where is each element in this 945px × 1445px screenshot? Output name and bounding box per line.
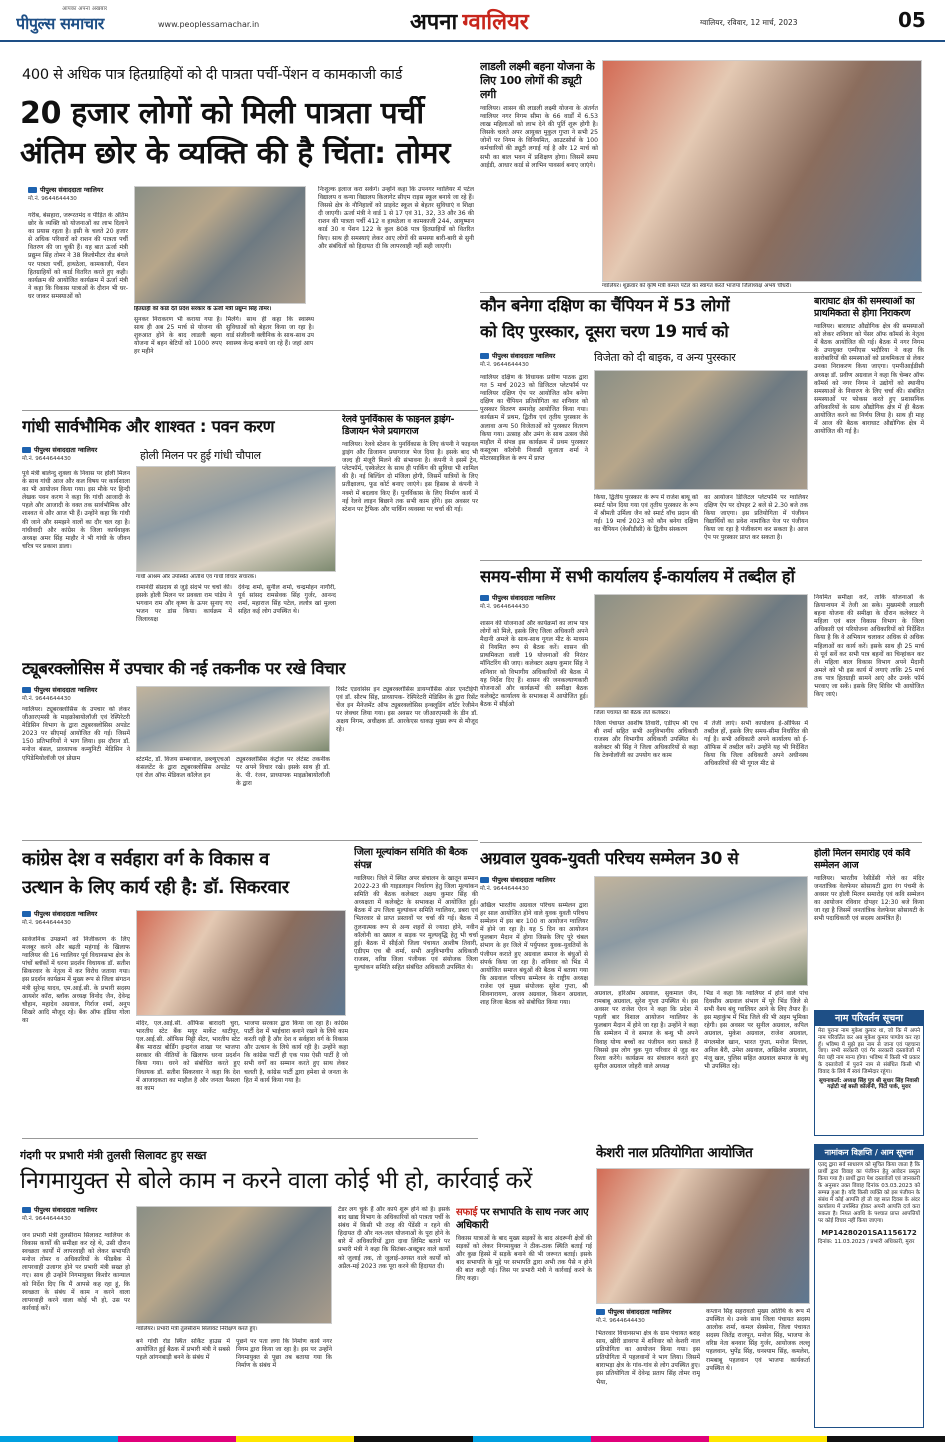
tulsi-photo [136, 1206, 332, 1324]
champion-headline-1: कौन बनेगा दक्षिण का चैंपियन में 53 लोगों [480, 296, 730, 315]
byline-city: ग्वालियर [535, 876, 556, 884]
mobile: मो.नं. 9644644430 [22, 456, 71, 462]
lead-headline-2: अंतिम छोर के व्यक्ति की है चिंता: तोमर [20, 136, 451, 171]
mobile: मो.नं. 9644644430 [22, 1216, 71, 1222]
tb-byline-block [22, 686, 132, 703]
gandhi-subhead: होली मिलन पर हुई गांधी चौपाल [140, 449, 261, 462]
notice-marriage-code: MP14280201SA1156172 [821, 1229, 917, 1237]
ladli-headline: लाडली लक्ष्मी बहना योजना के लिए 100 लोगों की ड्यूटी लगी [480, 60, 595, 101]
tulsi-col2: बने गांधी रोड स्थित सर्किट हाउस में आयोजित हुई बैठक में प्रभारी मंत्री ने सबसे पहले आंगनबाड़ी बनने के संबंध में [136, 1338, 230, 1362]
lead-col4: निःशुल्क इलाज करा सकेंगे। उन्होंने कहा कि उपनगर ग्वालियर में पटेल विद्यालय व कन्या विद्यालय किलागेट सीएम राइस स्कूल बनाये जा रहे हैं। जिससे क्षेत्र के नौनिहालों को प्राइवेट स्कूल से बेहतर सुविधाएं व शिक्षा दी जाएगी। ऊर्जा मंत्री ने वार्ड 1 से 17 एवं 31, 32, 33 और 36 की राशन की पात्रता पर्ची 412 व हाथठेला व कामकाजी 244, आयुष्मान कार्ड 30 व पेंशन 122 के कुल 808 पात्र हितग्राहियों को वितरित किए। साथ ही समस्याएं लेकर आए लोगों की समस्या बारी-बारी से सुनी और संबंधितों को हिदायत दी कि लापरवाही नहीं सही जाएगी। [318, 186, 474, 250]
congress-col1: सार्वजनिक उपक्रमों को निजीकरण के लिए मजबूर करने और बढ़ती महंगाई के खिलाफ ग्वालियर की 16 ग्वालियर पूर्व विधानसभा क्षेत्र के पांचों ब्लॉकों में धरना प्रदर्शन विधायक डॉ. सतीश सिकरवार के नेतृत्व में कर विरोध जताया गया। इस प्रदर्शन कार्यक्रम में मुख्य रूप से जिला संगठन मंत्री सुरेन्द्र यादव, एम.आई.सी. के प्रभारी सदस्य आयशेर कॉरा, ब्लॉक अध्यक्ष विनोद जैन, देवेन्द्र चौहान, महादेव अग्रवाल, गिर्राज शर्मा, अनूप शिखरे आदि मौजूद रहे। बैंक ऑफ इंडिया गोला का [22, 936, 130, 1024]
notice-name-change [814, 1010, 924, 1136]
byline-icon [28, 187, 37, 193]
holi-body: ग्वालियर। भारतीय रेसीडेंसी गोले का मंदिर जनतांत्रिक वेलफेयर सोसायटी द्वारा रंग पंचमी के अवसर पर होली मिलन समारोह एवं कवि सम्मेलन का आयोजन रविवार दोपहर 12:30 बजे किया जा रहा है जिसमें जनतांत्रिक वेलफेयर सोसायटी के सभी पदाधिकारी एवं सदस्य आमंत्रित हैं। [814, 875, 924, 923]
champion-col3: का आयोजन डिजिटल प्लेटफॉर्म पर ग्वालियर दक्षिण ऐप पर दोपहर 2 बजे से 2.30 बजे तक किया जाएगा। इस प्रतियोगिता में पंजीयन विद्यार्थियों का प्रवेश नामांकित पेज पर पंजीयन किया जा रहा है पंजीकरण कर सकता है। आज ऐप पर पुरस्कार प्राप्त कर सकता है। [704, 494, 808, 542]
congress-col2: मंदिर, एल.आई.सी. ऑफिस बारादरी चुरा, भारतीय स्टेट बैंक मयूर मार्केट थाटीपुर, एल.आई.सी. ऑफिस मिट्टी सेंटर, भारतीय स्टेट बैंक माराठा बोर्डिंग इन्द्रगंज शाखा पर भाजपा सरकार की नीतियों के खिलाफ धरना प्रदर्शन किया गया। धरने को संबोधित करते हुए विधायक डॉ. सतीश सिकरवार ने कहा कि देश में आजादकता का माहौल है और जनता फैसला का काम [136, 1020, 240, 1092]
ladli-photo-caption: ग्वालियर। शुक्रवार को कृषि मंत्री कमल पटेल का स्वागत करते भाजपा जिलाध्यक्ष अभय चौधरी। [602, 283, 792, 289]
notice-name-change-footer: सूचनाकर्ता: अध्यक्ष सिंह पुत्र श्री सुधार सिंह निवासी गढ़ोटी नई बस्ती कॉलोनी, पिंटो पार्क, मुरार [819, 1077, 919, 1091]
byline: पीपुल्स संवाददाता [492, 876, 534, 884]
mobile: मो.नं. 9644644430 [596, 1318, 645, 1324]
rafai-headline: पर सभापति के साथ नजर आए अधिकारी [456, 1207, 589, 1231]
byline-icon [22, 687, 31, 693]
baraghat-body: ग्वालियर। बाराघाट औद्योगिक क्षेत्र की समस्याओं को लेकर शनिवार को पेंसर ऑफ कॉमर्स के नेतृत्व में बैठक आयोजित की गई। बैठक में नगर निगम के उपायुक्त एम्पीएस भदौरिया ने कहा कि कारोबारियों की समस्याओं को प्राथमिकता से लेकर उनका निराकरण किया जाएगा। एमपीआईडीसी अध्यक्ष डॉ. प्रवीण अग्रवाल ने कहा कि चेम्बर ऑफ कॉमर्स को नगर निगम ने उद्योगों को स्थानीय समस्याओं के निवारण के लिए चर्चा की। संबंधित समस्याओं पर फोकस करते हुए प्रशासनिक अधिकारियों के साथ औद्योगिक क्षेत्र में ही बैठक आयोजित करने का निर्णय लिया है। साथ ही माह में आज की बैठक बाराघाट औद्योगिक क्षेत्र में आयोजित की गई है। [814, 323, 924, 436]
byline-city: ग्वालियर [83, 186, 104, 194]
rafai-box [456, 1206, 592, 1428]
tb-col2: स्टेटमेंट, डॉ. विजय सम्बरवाल, डब्ल्यूएचओ कंसलटेंट के द्वारा ट्यूबरक्लोसिस अपडेट एवं रोल ऑफ मेडिकल कॉलेज इन [136, 756, 230, 780]
lead-headline-1: 20 हजार लोगों को मिली पात्रता पर्ची [20, 96, 424, 131]
agrawal-col3: भिंड ने कहा कि ग्वालियर में होने वाले पांच दिवसीय अग्रवाल संभाग में पूरे भिंड जिले से सभी वैश्य बंधु ग्वालियर आने के लिए तैयार हैं। इस महाकुंभ में भिंड जिले की भी अहम भूमिका रहेगी। इस अवसर पर सुनील अग्रवाल, कपिल अग्रवाल, मुकेश अग्रवाल, राजेश अग्रवाल, मंगलमोल खान, भारत गुप्ता, मनोज मित्तल, अनिल बैरी, उमेश अग्रवाल, अखिलेश अग्रवाल, मंजू खल, पुलिस सहित अग्रवाल समाज के बंधु भी उपस्थित रहे। [704, 990, 808, 1070]
notice-marriage-footer: दिनांक: 11.03.2023 / प्रभारी अधिकारी, मुरार [818, 1239, 915, 1246]
byline-city: ग्वालियर [77, 1206, 98, 1214]
tulsi-headline: निगमायुक्त से बोले काम न करने वाला कोई भी हो, कार्रवाई करें [20, 1168, 533, 1194]
agrawal-headline: अग्रवाल युवक-युवती परिचय सम्मेलन 30 से [480, 849, 739, 868]
tulsi-photo-caption: ग्वालियर। प्रभारी मंत्री तुलसीराम सिलावट निरीक्षण करते हुए। [136, 1326, 258, 1332]
byline: पीपुल्स संवाददाता [34, 446, 76, 454]
mobile: मो.नं. 9644644430 [22, 696, 71, 702]
byline: पीपुल्स संवाददाता [492, 352, 534, 360]
lead-byline-block [28, 186, 128, 203]
agrawal-col1: अखिल भारतीय अग्रवाल परिचय सम्मेलन द्वारा हर साल आयोजित होने वाले युवक युवती परिचय सम्मेलन में इस बार 100 वा आयोजन ग्वालियर में होने जा रहा है। यह 5 दिन का आयोजन फूलबाग मैदान में होगा जिसके लिए पूरे चंबल संभाग के हर जिले में पर्युपकर युवक-युवतियों के पंजीयन कराते हुए अग्रवाल समाज के बंधुओं से संपर्क किया जा रहा है। शनिवार को भिंड में आयोजित समाज बंधुओं की बैठक में बताया गया कि अग्रवाल परिचय सम्मेलन के राष्ट्रीय अध्यक्ष राजेश एवं मुख्य संयोजक सुरेश गुप्ता, श्री शिवनारायण, अजय अग्रवाल, किशन अग्रवाल, शाह लिजा बैठक को संबोधित किया गया। [480, 902, 588, 1007]
byline: पीपुल्स संवाददाता [492, 594, 534, 602]
page-number: 05 [898, 8, 926, 32]
champion-col1: ग्वालियर दक्षिण के विधायक प्रवीण पाठक द्वारा गत 5 मार्च 2023 को डिजिटल प्लेटफॉर्म पर ग्वालियर दक्षिण ऐप पर आयोजित कौन बनेगा दक्षिण का चैंपियन प्रतियोगिता का शनिवार को पुरस्कार वितरण समारोह आयोजित किया गया। कार्यक्रम में प्रथम, द्वितीय एवं तृतीय पुरस्कार के अलावा अन्य 50 विजेताओं को पुरस्कार वितरण किया गया। उत्साह और उमंग के साथ उत्सव जैसे माहौल में संपन्न इस कार्यक्रम में प्रथम पुरस्कार कस्तूरबा कॉलोनी निवासी सुजाता शर्मा ने मोटरसाइकिल के रूप में प्राप्त [480, 374, 588, 462]
notice-marriage [814, 1144, 924, 1428]
ladli-photo [602, 60, 922, 282]
agrawal-photo [594, 876, 808, 986]
paper-name: पीपुल्स समाचार [16, 14, 104, 33]
tb-headline: ट्यूबरक्लोसिस में उपचार की नई तकनीक पर रखे विचार [22, 659, 346, 678]
tulsi-col3: पूछने पर पता लगा कि निर्माण कार्य नगर निगम द्वारा किया जा रहा है। इस पर उन्होंने निगमायुक्त से पूछा तब बताया गया कि निर्माण के संबंध में [236, 1338, 332, 1370]
eoffice-col2: जिला पंचायत आशीष तिवारी, एडीएम श्री एच बी शर्मा सहित सभी अनुविभागीय अधिकारी राजस्व और विभागीय अधिकारी उपस्थित थे। कलेक्टर श्री सिंह ने जिला अधिकारियों से कहा कि टेक्नोलॉजी का उपयोग कर काम [594, 720, 698, 760]
byline: पीपुल्स संवाददाता [608, 1308, 650, 1316]
congress-photo [136, 910, 346, 1016]
gandhi-col1: पूर्व मंत्री बालेन्दु शुक्ला के निवास पर होली मिलन के साथ गांधी आज और कल विषय पर कार्यशाला का भी आयोजन किया गया। इस मौके पर हिन्दी लेखक पवन करण ने कहा कि गांधी आजादी के पहले और आजादी के वक्त तक सार्वभौमिक और शाश्वत थे और आज भी हैं। उन्होंने कहा कि गांधी की जाने और समझने वालों का दौर चल रहा है। गांधीवादी और कांग्रेस के जिला कार्यवाहक अध्यक्ष अमर सिंह माहौर ने भी गांधी के जीवन चरित्र पर प्रकाश डाला। [22, 470, 130, 550]
mobile: मो.नं. 9644644430 [22, 920, 71, 926]
congress-byline-block [22, 910, 132, 927]
lead-col3: मिलेंगे। साथ ही कहा कि स्वास्थ्य सुविधाओं को बेहतर किया जा रहा है। वार्ड संजीवनी क्लीनिक के साथ-साथ उप स्वास्थ्य केन्द्र बनाये जा रहे हैं। जहां आप [226, 316, 314, 348]
byline: पीपुल्स संवाददाता [34, 1206, 76, 1214]
tulsi-kicker: गंदगी पर प्रभारी मंत्री तुलसी सिलावट हुए सख्त [20, 1149, 207, 1162]
congress-headline-1: कांग्रेस देश व सर्वहारा वर्ग के विकास व [22, 849, 269, 870]
byline-icon [480, 353, 489, 359]
lead-col2: सुनकर निराकरण भी कराया गया है। साथ ही अब 25 मार्च से योजना की शुरुआत होने के बाद लाडली बहना योजना में बहन बेटियों को 1000 रुपए हर महीने [134, 316, 222, 356]
byline-city: ग्वालियर [535, 594, 556, 602]
kesari-col2: कप्तान सिंह सहरावतो मुख्य अतिथि के रूप में उपस्थित थे। उनके साथ जिला पंचायत सदस्य आलोक शर्मा, कमल सेक्सेना, जिला पंचायत सदस्य जितेंद्र राजपूत, मनोज सिंह, भाजपा के वरिष्ठ नेता बनवार सिंह गुर्जर, आयोजक लल्लू पहलवान, भुपेंद्र सिंह, घनश्याम सिंह, कमलेश, रामबाबू पहलवान एवं भाजपा कार्यकर्ता उपस्थित थे। [706, 1308, 810, 1372]
agrawal-byline-block [480, 876, 590, 893]
byline-icon [22, 447, 31, 453]
tb-col3: ट्यूबरक्लोसिस कंट्रोल पर लेटेस्ट तकनीक पर अपने विचार रखे। इसके साथ ही डॉ. के. पी. रंजन, प्राध्यापक माइक्रोबायोलॉजी के द्वारा [236, 756, 330, 788]
section-title-prefix: अपना [410, 10, 458, 35]
byline-city: ग्वालियर [77, 686, 98, 694]
color-registration-bar [0, 1436, 945, 1442]
lead-photo-caption: हितग्राही को कार्ड देते प्रदेश सरकार के ऊर्जा मंत्री प्रद्युम्न सिंह तोमर। [134, 306, 272, 312]
zila-body: ग्वालियर। जिले में स्थित अपर संचालन के खातून सम्मान 2022-23 की गाइडलाइन निर्धारण हेतु जिला मूल्यांकन समिति की बैठक कलेक्टर अक्षय कुमार सिंह की अध्यक्षता में कलेक्ट्रेट के सभाकक्ष में आयोजित हुई। बैठक में उप जिला मूल्यांकन समिति ग्वालियर, डबरा एवं भितरवार से प्राप्त प्रस्तावों पर चर्चा की गई। बैठक में तुलनात्मक रूप से अन्य शहरों से ज्यादा होने, नवीन कॉलोनी का ख्याल व सड़क पर मूल्यवृद्धि हेतु भी चर्चा हुई। बैठक में सीईओ जिला पंचायत आशीष तिवारी, एडीएम एच बी शर्मा, सभी अनुविभागीय अधिकारी राजस्व, वरिष्ठ जिला पंजीयक एवं संयोजक जिला मूल्यांकन समिति सहित संबंधित अधिकारी उपस्थित थे। [354, 875, 478, 972]
mobile: मो.नं. 9644644430 [28, 196, 77, 202]
divider [22, 410, 478, 411]
tb-photo [136, 686, 330, 752]
eoffice-byline-block [480, 594, 590, 611]
byline-icon [22, 1207, 31, 1213]
kesari-col1: भितरवार विधानसभा क्षेत्र के ग्राम पंचायत बराह साय, खीरी डावरपा में शनिवार को केशरी नाल प्रतियोगिता का आयोजन किया गया। इस प्रतियोगिता में पहलवानों ने भाग लिया। जिसमें बाराभड़ा क्षेत्र के गांव-गांव से लोग उपस्थित हुए। इस प्रतियोगिता में देवेन्द्र प्रताप सिंह तोमर रामू भैया, [596, 1330, 700, 1386]
ladli-body: ग्वालियर। शासन की लाडली लक्ष्मी योजना के अंतर्गत ग्वालियर नगर निगम सीमा के 66 वार्डों में 6.53 लाख महिलाओं को लाभ देने की पूर्ति शुरू होगी है। जिसके चलते अपर आयुक्त मुकुल गुप्ता ने सभी 25 जोनों पर निगम के विनियमित, आउटसोर्स के 100 कर्मचारियों की ड्यूटी लगाई गई है और 12 मार्च को सभी का बाल भवन में प्रशिक्षण होगा। जिसमें समग्र आईडी, आधार कार्ड से लाभिन पावसर्व बनाए जाएंगे। [480, 105, 598, 169]
tb-col1: ग्वालियर। ट्यूबरक्लोसिस के उपचार को लेकर जीआरएमसी के माइक्रोबायोलॉजी एवं रेस्पिरेटरी मेडिसिन विभाग के द्वारा ट्यूबरक्लोसिस अपडेट 2023 पर सीएमई आयोजित की गई। जिसमें 150 प्रतिभागियों ने भाग लिया। इस दौरान डॉ. मनोज बंसल, प्राध्यापक कम्युनिटी मेडिसिन ने एपिडेमियोलॉजी एवं प्रोग्राम [22, 706, 130, 762]
eoffice-headline: समय-सीमा में सभी कार्यालय ई-कार्यालय में तब्दील हों [480, 567, 795, 586]
eoffice-photo [594, 594, 808, 708]
holi-box [814, 848, 924, 1000]
gandhi-photo-caption: गांधी आश्रम और उपस्थित अतिथि एवं गांधी विचार संचारक। [136, 574, 257, 580]
byline: पीपुल्स संवाददाता [34, 910, 76, 918]
gandhi-col3: देवेन्द्र शर्मा, सुनील शर्मा, चन्द्रमोहन नागौरी, पूर्व सांसद रामसेवक सिंह गुर्जर, आनन्द शर्मा, महाराज सिंह पटेल, ललोत्र खां मुल्ला सहित कई लोग उपस्थित थे। [238, 584, 336, 616]
baraghat-headline: बाराघाट क्षेत्र की समस्याओं का प्राथमिकता से होगा निराकरण [814, 296, 915, 319]
notice-marriage-body: एतद् द्वारा सर्व साधारण को सूचित किया जाता है कि प्रार्थी द्वारा विवाह का पंजीयन हेतु आवेदन प्रस्तुत किया गया है। प्रार्थी द्वारा पेश दस्तावेजों एवं जानकारी के अनुसार उक्त विवाह दिनांक 03.03.2023 को सम्पन्न हुआ है। यदि किसी व्यक्ति को इस पंजीयन के संबंध में कोई आपत्ति हो तो वह सात दिवस के अंदर कार्यालय में उपस्थित होकर अपनी आपत्ति दर्ज करा सकता है। नियत अवधि के पश्चात प्राप्त आपत्तियों पर कोई विचार नहीं किया जाएगा। [818, 1162, 920, 1224]
divider [22, 1138, 478, 1139]
byline-city: ग्वालियर [535, 352, 556, 360]
byline: पीपुल्स संवाददाता [34, 686, 76, 694]
byline-icon [480, 877, 489, 883]
champion-col2: किया, द्वितीय पुरस्कार के रूप में राजेश बाथू को स्मार्ट फोन दिया गया एवं तृतीय पुरस्कार के रूप में श्रीमती उर्मिला जैन को स्मार्ट वॉच प्रदान की गई। 19 मार्च 2023 को कौन बनेगा दक्षिण का चैंपियन (केबीडीसी) के द्वितीय संस्करण [594, 494, 698, 534]
champion-byline-block [480, 352, 590, 369]
lead-col1: गरीब, बेसहारा, जरूरतमंद व पीड़ित के अंतिम छोर के व्यक्ति को योजनाओं का लाभ दिलाने का प्रयास रहता है। इसी के चलते 20 हजार से अधिक परिवारों को राशन की पात्रता पर्ची वितरण की जा चुकी हैं। यह बात ऊर्जा मंत्री प्रद्युम्न सिंह तोमर ने 38 किलोमीटर रोड बंगले पर पात्रता पर्ची, हाथठेला, कामकाजी, पेंशन हितग्राहियों को कार्ड वितरित करते हुए कही। कार्यक्रम की आयोजित कार्यक्रम में ऊर्जा मंत्री ने कहा कि विकास यात्राओं के दौरान भी घर-घर जाकर समस्याओं को [28, 212, 128, 300]
website[interactable]: www.peoplessamachar.in [158, 20, 260, 29]
notice-name-change-title: नाम परिवर्तन सूचना [815, 1011, 923, 1026]
zila-box [354, 846, 478, 1134]
railway-box [342, 414, 478, 650]
byline-icon [22, 911, 31, 917]
kesari-headline: केशरी नाल प्रतियोगिता आयोजित [596, 1145, 753, 1161]
divider [480, 292, 922, 293]
byline: पीपुल्स संवाददाता [40, 186, 82, 194]
railway-headline: रेलवे पुनर्विकास के फाइनल ड्राइंग-डिजायन भेजे प्रयागराज [342, 414, 455, 437]
tulsi-kicker-band [20, 1144, 580, 1164]
eoffice-col3: में तेजी लाएं। सभी कार्यालय ई-ऑफिस में तब्दील हों, इसके लिए समय-सीमा निर्धारित की गई है। सभी अधिकारी अपने कार्यालय को ई-ऑफिस में तब्दील करें। उन्होंने यह भी निर्देशित किया कि जिला अधिकारी अपने अधीनस्थ अधिकारियों की भी गूगल मीट से [704, 720, 808, 768]
congress-col3: भाजपा सरकार द्वारा किया जा रहा है। कांग्रेस पार्टी देश में भाईचारा बनाने रखने के लिये काम करती रही है और देश व सर्वहारा वर्ग के विकास और उत्थान के लिये कार्य रही है। उन्होंने कहा कि कांग्रेस पार्टी ही एक पास ऐसी पार्टी है जो सभी वर्गों का सम्मान करते हुए साथ लेकर चलती है, कांग्रेस पार्टी द्वारा हमेशा से जनता के हित में कार्य किया गया है। [244, 1020, 348, 1084]
gandhi-byline-block [22, 446, 132, 463]
tulsi-col4: टेंडर लग चुके हैं और कार्य शुरू होने को है। इसके बाद खाद्य विभाग के अधिकारियों को पात्रता पर्ची के संबंध में किसी भी तरह की पेंडेंसी न रहने की हिदायत दी और नल-जल योजनाओं के पूरा होने के बारे में अधिकारियों द्वारा दावा लिमिट बताने पर प्रभारी मंत्री ने कहा कि सितंबर-अक्टूबर वाले कार्यों को जुलाई तक, तो जुलाई-अगस्त वाले कार्यों को अप्रैल-मई 2023 तक पूरा करने की हिदायत दी। [338, 1206, 450, 1270]
byline-city: ग्वालियर [77, 446, 98, 454]
eoffice-photo-caption: जिला पंचायत की बैठक लेते कलेक्टर। [594, 710, 671, 716]
divider [480, 842, 922, 843]
holi-headline: होली मिलन समारोह एवं कवि सम्मेलन आज [814, 848, 910, 871]
agrawal-col2: अग्रवाल, हरिओम अग्रवाल, सुकमाल जैन, रामबाबू अग्रवाल, सुरेश गुप्ता उपस्थित थे। इस अवसर पर राजेश ऐरन ने कहा कि प्रदेश में पहली बार विशाल आयोजन ग्वालियर के फूलबाग मैदान में होने जा रहा है। उन्होंने ने कहा कि सम्मेलन में वे समाज के बन्धु भी अपने विवाह योग्य बच्चों का पंजीयन करा सकते हैं जिससे इस लोग चुक पूरा परिवार से जुड़ कर रिश्ता करेंगे। कार्यक्रम का संचालन करते हुए सुनील अग्रवाल जोहरी वाले अध्यक्ष [594, 990, 698, 1070]
divider [480, 560, 922, 561]
kesari-photo [596, 1168, 810, 1304]
lead-kicker: 400 से अधिक पात्र हितग्राहियों को दी पात्रता पर्ची-पेंशन व कामकाजी कार्ड [22, 67, 403, 83]
notice-marriage-title: नामांकन विज्ञप्ति / आम सूचना [815, 1145, 923, 1160]
rafai-kicker: सफाई [456, 1207, 478, 1218]
lead-photo [134, 186, 306, 304]
byline-city: ग्वालियर [651, 1308, 672, 1316]
champion-headline-2: को दिए पुरस्कार, दूसरा चरण 19 मार्च को [480, 322, 729, 341]
gandhi-col2: रामानंदी संप्रदाय से जुड़े संदर्भ पर चर्चा की। इसके होली मिलन पर प्रवक्ता राम पांडेय ने भगवान राम और कृष्ण के ऊपर सुनाए गए भजन पर डांस किया। कार्यक्रम में जिलाध्यक्ष [136, 584, 232, 624]
mobile: मो.नं. 9644644430 [480, 604, 529, 610]
baraghat-box [814, 296, 924, 558]
champion-photo [594, 370, 808, 490]
section-title [410, 6, 590, 38]
eoffice-col4: नियमित समीक्षा करें, ताकि योजनाओं के क्रियान्वयन में तेजी आ सके। मुख्यमंत्री लाडली बहना योजना की समीक्षा के दौरान कलेक्टर ने महिला एवं बाल विकास विभाग के जिला अधिकारी एवं परियोजना अधिकारियों को निर्देशित किया है कि वे अभियान चलाकर अधिक से अधिक महिलाओं का कार्य करें। इसके साथ ही 25 मार्च से पूर्व सर्वे कर सभी पात्र बहनों का चिन्हांकन कर लें। महिला बाल विकास विभाग अपने मैदानी अमले को भी इस कार्य में लगाएं ताकि 25 मार्च तक पात्र हितग्राही सामने आएं और उनके फॉर्म भरवाए जा सकें। इसके लिए शिविर भी आयोजित किए जाएं। [814, 594, 924, 699]
zila-headline: जिला मूल्यांकन समिति की बैठक संपन्न [354, 847, 468, 871]
mobile: मो.नं. 9644644430 [480, 886, 529, 892]
tulsi-col1: जन प्रभारी मंत्री तुलसीराम सिलावट ग्वालियर के विकास कार्यों की समीक्षा कर रहे थे, उसी दौरान स्वच्छता कार्यों में लापरवाही को लेकर सभापति मनोज तोमर व अधिकारियों के फीडबैक में लापरवाही उजागर होने पर प्रभारी मंत्री सख्त हो गए। साथ ही उन्होंने निगमायुक्त किशोर कान्याल को निर्देश दिए कि मैं आपसे कह रहा हूं, कि स्वच्छता के संबंध में काम न करने वाला लापरवाही करने वाला कोई भी हो, उस पर कार्रवाई करें। [22, 1232, 130, 1312]
divider [22, 840, 478, 841]
congress-headline-2: उत्थान के लिए कार्य रही है: डॉ. सिकरवार [22, 877, 289, 898]
tb-col4: रिसेंट एडवांसेस इन ट्यूबरक्लोसिस डायग्नोसिस अंडर एनटीईपी एवं डॉ. सौरभ सिंह, प्राध्यापक- रेस्पिरेटरी मेडिसिन के द्वारा रिसेंट चेंज इन मैनेजमेंट ऑफ ट्यूबरक्लोसिस इन्क्लूडिंग शॉर्टर रेजीमेन पर लेक्चर लिया गया। इस अवसर पर जीआरएमसी के डीन डॉ. अक्षय निगम, अधीक्षक डॉ. आरकेएस धाकड़ मुख्य रूप से मौजूद रहे। [336, 686, 478, 734]
railway-body: ग्वालियर। रेलवे स्टेशन के पुनर्विकास के लिए कंपनी ने फाइनल ड्राइंग और डिजायन प्रयागराज भेज दिया है। इसके बाद भी जल्द ही मंजूरी मिलने की संभावना है। कंपनी ने इसमें ट्रेन, प्लेटफॉर्म, एस्केलेटर के साथ ही पार्किंग की सुविधा भी शामिल की है। नई बिल्डिंग दो मंजिला होगी, जिसमें यात्रियों के लिए प्रतीक्षालय, फूड कोर्ट बनाए जाएंगे। इस हिसाब से कंपनी ने नक्शे में बदलाव किए हैं। पुनर्विकास के लिए निर्माण कार्य में नई रेलवे लाइन बिछाने तक सभी काम होंगे। इस अवसर पर स्टेशन पर ट्रैफिक और पार्किंग व्यवस्था पर चर्चा की गई। [342, 441, 478, 513]
champion-subhead: विजेता को दी बाइक, व अन्य पुरस्कार [594, 351, 736, 364]
section-title-main: ग्वालियर [462, 10, 529, 35]
byline-icon [596, 1309, 605, 1315]
masthead [0, 0, 945, 42]
tulsi-byline-block [22, 1206, 132, 1223]
eoffice-col1: शासन की योजनाओं और कार्यक्रमों का लाभ पात्र लोगों को मिले, इसके लिए जिला अधिकारी अपने मैदानी अमले के साथ-साथ गूगल मीट के माध्यम से नियमित रूप से बैठक करें। शासन की प्राथमिकता वाली 19 योजनाओं की निरंतर मॉनिटरिंग की जाए। कलेक्टर अक्षय कुमार सिंह ने शनिवार को विभागीय अधिकारियों की बैठक में यह निर्देश दिए हैं। शासन की जनकल्याणकारी योजनाओं और कार्यक्रमों की समीक्षा बैठक कलेक्ट्रेट कार्यालय के सभाकक्ष में आयोजित हुई। बैठक में सीईओ [480, 620, 588, 708]
rafai-body: विकास यात्राओं के बाद मुख्य सड़कों के बाद अंदरूनी क्षेत्रों की सड़कों को लेकर निगमायुक्त ने ठीक-ठाक स्थिति बताई गई और कुछ हिस्से में सड़कें बनाने की भी जरूरत बताई। इसके बाद सभापति के मुद्दे पर सभापति द्वारा अभी तक पैसे न होने की बात कही गई। जिस पर प्रभारी मंत्री ने कार्रवाई करने के लिए कहा। [456, 1235, 592, 1283]
paper-tagline: आपका अपना अखबार [62, 6, 108, 12]
notice-name-change-body: मेरा पुराना नाम मुकेश कुमार था, जो कि में अपने नाम परिवर्तित कर अब मुकेश कुमार पाण्डेय कर रहा हूँ। भविष्य में मुझे इस नाम से जाना एवं पहचाना जाए। सभी सरकारी एवं गैर सरकारी दस्तावेजों में मेरा यही नाम मान्य होगा। भविष्य में किसी भी प्रकार के दस्तावेजों में पुराने नाम से संबंधित किसी भी विवाद के लिये मैं स्वयं जिम्मेदार रहूंगा। [818, 1028, 920, 1075]
gandhi-headline: गांधी सार्वभौमिक और शाश्वत : पवन करण [22, 417, 275, 436]
byline-city: ग्वालियर [77, 910, 98, 918]
gandhi-photo [136, 466, 336, 572]
mobile: मो.नं. 9644644430 [480, 362, 529, 368]
dateline: ग्वालियर, रविवार, 12 मार्च, 2023 [700, 18, 798, 27]
paper-logo [16, 12, 156, 34]
ladli-box [480, 60, 598, 288]
rafai-headline-wrap [456, 1206, 592, 1232]
byline-icon [480, 595, 489, 601]
